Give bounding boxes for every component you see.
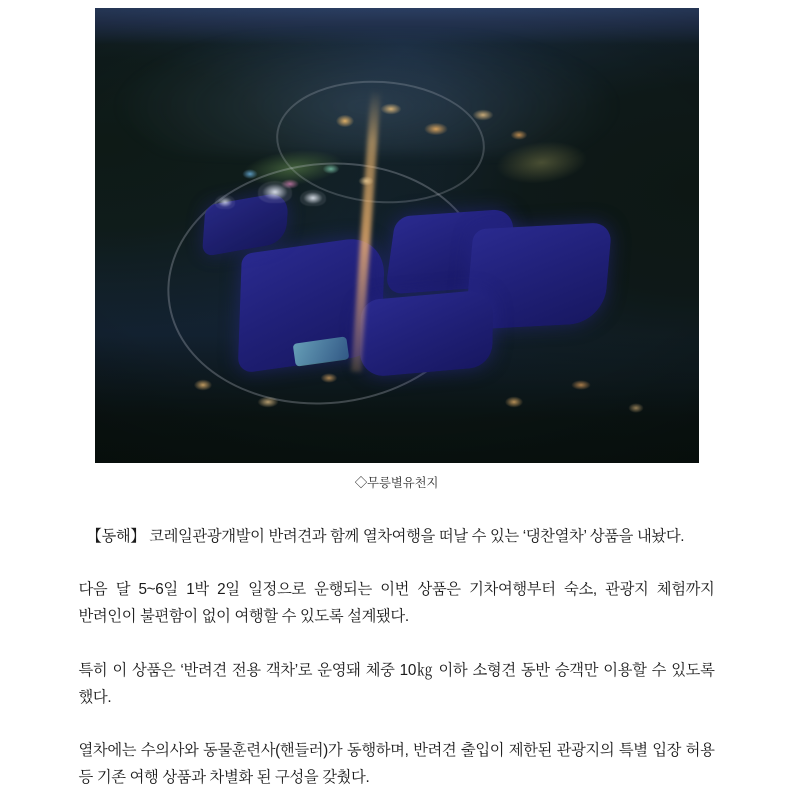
- photo-lights-lowerleft: [143, 354, 385, 427]
- photo-tent-1: [258, 181, 292, 203]
- photo-tent-3: [215, 195, 235, 209]
- photo-tent-2: [300, 190, 326, 206]
- photo-lights-lowerright: [469, 363, 674, 436]
- article-paragraph-1: 【동해】 코레일관광개발이 반려견과 함께 열차여행을 떠날 수 있는 ‘댕찬열차’ 상품을 내놨다.: [86, 528, 685, 545]
- article-figure: [0, 8, 793, 491]
- article-container: [0, 8, 793, 787]
- article-paragraph-3: 특히 이 상품은 ‘반려견 전용 객차’로 운영돼 체중 10㎏ 이하 소형견 동반 승객만 이용할 수 있도록 했다.: [78, 661, 715, 706]
- article-body: [79, 523, 715, 792]
- article-photo: [95, 8, 699, 463]
- article-paragraph-2: 다음 달 5~6일 1박 2일 일정으로 운행되는 이번 상품은 기차여행부터 숙소, 관광지 체험까지 반려인이 불편함이 없이 여행할 수 있도록 설계됐다.: [78, 581, 715, 626]
- photo-caption: ◇무릉별유천지: [354, 476, 439, 490]
- article-paragraph-4: 열차에는 수의사와 동물훈련사(핸들러)가 동행하며, 반려견 출입이 제한된 관광지의 특별 입장 허용 등 기존 여행 상품과 차별화 된 구성을 갖췄다.: [78, 742, 715, 787]
